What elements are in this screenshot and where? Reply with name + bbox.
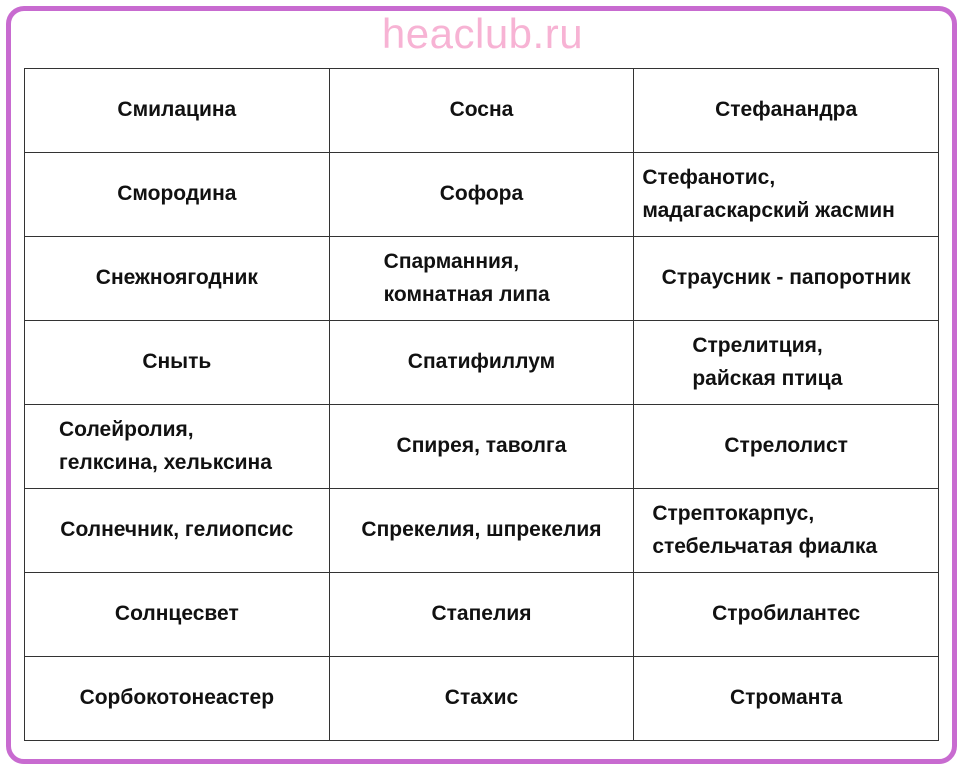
table-row [25, 657, 939, 741]
table-cell: Стефанотис, мадагаскарский жасмин [634, 153, 939, 237]
table-cell: Стапелия [329, 573, 634, 657]
table-cell: Солнечник, гелиопсис [25, 489, 330, 573]
table-row [25, 489, 939, 573]
table-cell: Стрептокарпус, стебельчатая фиалка [634, 489, 939, 573]
table-cell: Стахис [329, 657, 634, 741]
table-cell: Сосна [329, 69, 634, 153]
table-row [25, 405, 939, 489]
table-row [25, 69, 939, 153]
table-cell: Смородина [25, 153, 330, 237]
table-cell: Спарманния, комнатная липа [329, 237, 634, 321]
table-cell: Стрелолист [634, 405, 939, 489]
table-row [25, 321, 939, 405]
table-cell: Снежноягодник [25, 237, 330, 321]
table-cell: Страусник - папоротник [634, 237, 939, 321]
table-cell: Стрелитция, райская птица [634, 321, 939, 405]
watermark: heaclub.ru [381, 10, 584, 57]
table-cell: Сорбокотонеастер [25, 657, 330, 741]
table-cell: Солейролия, гелксина, хельксина [25, 405, 330, 489]
table-row [25, 573, 939, 657]
table-cell: Спатифиллум [329, 321, 634, 405]
table-cell: Стробилантес [634, 573, 939, 657]
table-cell: Солнцесвет [25, 573, 330, 657]
table-cell: Спирея, таволга [329, 405, 634, 489]
table-cell: Софора [329, 153, 634, 237]
table-cell: Стефанандра [634, 69, 939, 153]
table-cell: Смилацина [25, 69, 330, 153]
table-cell: Спрекелия, шпрекелия [329, 489, 634, 573]
table-cell: Строманта [634, 657, 939, 741]
plant-names-table [24, 68, 939, 741]
table-row [25, 237, 939, 321]
table-row [25, 153, 939, 237]
table-cell: Сныть [25, 321, 330, 405]
